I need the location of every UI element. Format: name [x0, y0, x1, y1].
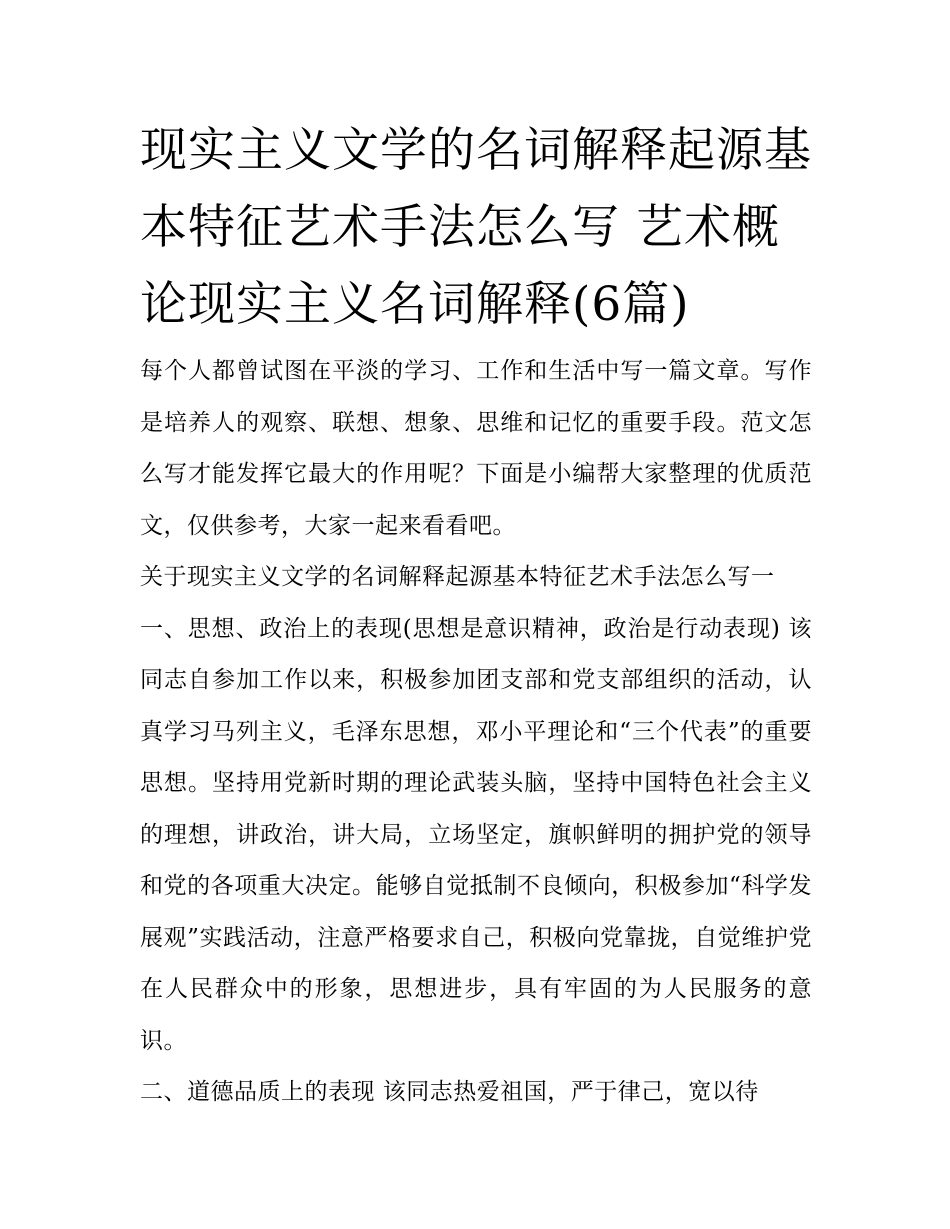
document-title: 现实主义文学的名词解释起源基本特征艺术手法怎么写 艺术概论现实主义名词解释(6篇) — [140, 123, 812, 332]
body-paragraph-politics: 一、思想、政治上的表现(思想是意识精神，政治是行动表现) 该同志自参加工作以来，积极参加团支部和党支部组织的活动，认真学习马列主义，毛泽东思想，邓小平理论和“三个代表”的重要思想。坚持用党新时期的理论武装头脑，坚持中国特色社会主义的理想，讲政治，讲大局，立场坚定，旗帜鲜明的拥护党的领导和党的各项重大决定。能够自觉抵制不良倾向，积极参加“科学发展观”实践活动，注意严格要求自己，积极向党靠拢，自觉维护党在人民群众中的形象，思想进步，具有牢固的为人民服务的意识。 — [140, 615, 812, 1054]
section-heading: 关于现实主义文学的名词解释起源基本特征艺术手法怎么写一 — [140, 564, 775, 590]
document-content — [140, 112, 812, 1119]
intro-paragraph: 每个人都曾试图在平淡的学习、工作和生活中写一篇文章。写作是培养人的观察、联想、想象、思维和记忆的重要手段。范文怎么写才能发挥它最大的作用呢？下面是小编帮大家整理的优质范文，仅供参考，大家一起来看看吧。 — [140, 358, 812, 539]
body-paragraph-morality: 二、道德品质上的表现 该同志热爱祖国，严于律己，宽以待 — [140, 1079, 759, 1105]
